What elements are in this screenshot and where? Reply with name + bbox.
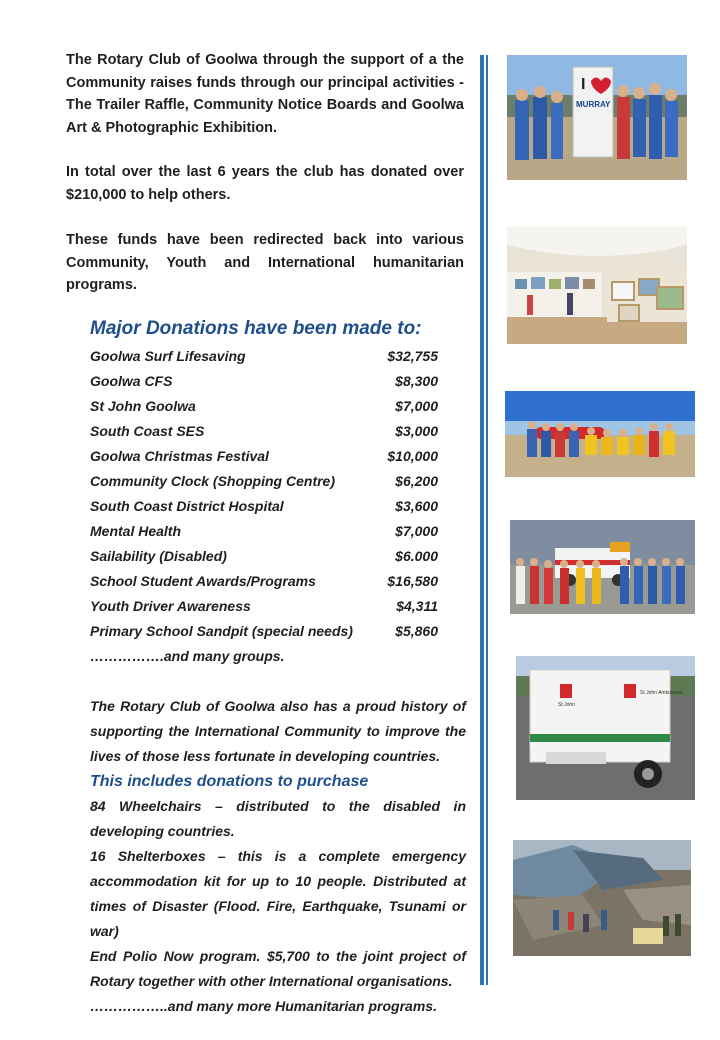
international-more-text: ……………..and many more Humanitarian programs. — [90, 998, 437, 1014]
donation-row — [90, 419, 438, 444]
donation-name: Goolwa Surf Lifesaving — [90, 348, 246, 364]
donation-amount: $7,000 — [395, 398, 438, 414]
donation-name: Sailability (Disabled) — [90, 548, 227, 564]
donation-name: St John Goolwa — [90, 398, 196, 414]
donation-name: Goolwa Christmas Festival — [90, 448, 269, 464]
international-heading: This includes donations to purchase — [90, 773, 369, 790]
donation-name: Youth Driver Awareness — [90, 598, 251, 614]
donation-amount: $16,580 — [387, 573, 438, 589]
donation-row — [90, 519, 438, 544]
donation-row — [90, 469, 438, 494]
donation-row — [90, 494, 438, 519]
donations-heading: Major Donations have been made to: — [90, 318, 422, 339]
photo-volunteers-murray-sign — [507, 55, 687, 180]
wheelchairs-paragraph: 84 Wheelchairs – distributed to the disabled in developing countries. — [90, 798, 466, 839]
donation-name: South Coast District Hospital — [90, 498, 284, 514]
vertical-rule-thin — [486, 55, 488, 985]
donation-amount: $3,000 — [395, 423, 438, 439]
trailer-badge: St John — [558, 702, 575, 708]
photo-emergency-vehicle-group — [510, 520, 695, 614]
donation-name: Mental Health — [90, 523, 182, 539]
donation-row — [90, 444, 438, 469]
donation-amount: $10,000 — [387, 448, 438, 464]
intro-paragraph-3: These funds have been redirected back into various Community, Youth and International humanitarian programs. — [66, 232, 464, 293]
photo-st-john-trailer — [516, 656, 695, 800]
international-intro: The Rotary Club of Goolwa also has a proud history of supporting the International Community to improve the lives of those less fortunate in developing countries. — [90, 698, 466, 764]
donation-row — [90, 544, 438, 569]
donation-row — [90, 594, 438, 619]
st-john-emblem-icon-2 — [624, 684, 636, 698]
donation-row — [90, 394, 438, 419]
donation-amount: $3,600 — [395, 498, 438, 514]
photo-art-exhibition — [507, 227, 687, 344]
donation-amount: $6.000 — [395, 548, 438, 564]
donation-amount: $32,755 — [387, 348, 438, 364]
donation-amount: $4,311 — [396, 598, 438, 614]
donation-row — [90, 569, 438, 594]
intro-paragraph-2: In total over the last 6 years the club has donated over $210,000 to help others. — [66, 164, 464, 203]
photo-surf-lifesaving — [505, 391, 695, 477]
donation-name: South Coast SES — [90, 423, 205, 439]
intro-paragraph-1: The Rotary Club of Goolwa through the support of a the Community raises funds through our principal activities - The Trailer Raffle, Community Notice Boards and Goolwa Art & Photographic Exhibition. — [66, 52, 465, 136]
vertical-rule — [480, 55, 484, 985]
donation-name: Primary School Sandpit (special needs) — [90, 623, 353, 639]
donation-amount: $7,000 — [395, 523, 438, 539]
photo-disaster-relief — [513, 840, 691, 956]
donation-name: School Student Awards/Programs — [90, 573, 316, 589]
st-john-emblem-icon — [560, 684, 572, 698]
trailer-label: St John Ambulance — [640, 690, 684, 696]
polio-paragraph: End Polio Now program. $5,700 to the joint project of Rotary together with other International organisations. — [90, 948, 466, 989]
donation-row — [90, 344, 438, 369]
donation-name: Community Clock (Shopping Centre) — [90, 473, 335, 489]
donations-more-text: …………….and many groups. — [90, 648, 285, 664]
donation-amount: $5,860 — [395, 623, 438, 639]
sign-heart-letter: I — [581, 76, 586, 93]
donation-amount: $6,200 — [395, 473, 438, 489]
sign-murray-text: MURRAY — [576, 100, 611, 109]
donation-amount: $8,300 — [395, 373, 438, 389]
shelterbox-paragraph: 16 Shelterboxes – this is a complete emergency accommodation kit for up to 10 people. Distributed at times of Disaster (Flood. Fire, Earthquake, Tsunami or war) — [90, 848, 466, 939]
donation-row — [90, 619, 438, 644]
donation-name: Goolwa CFS — [90, 373, 173, 389]
donation-row — [90, 369, 438, 394]
